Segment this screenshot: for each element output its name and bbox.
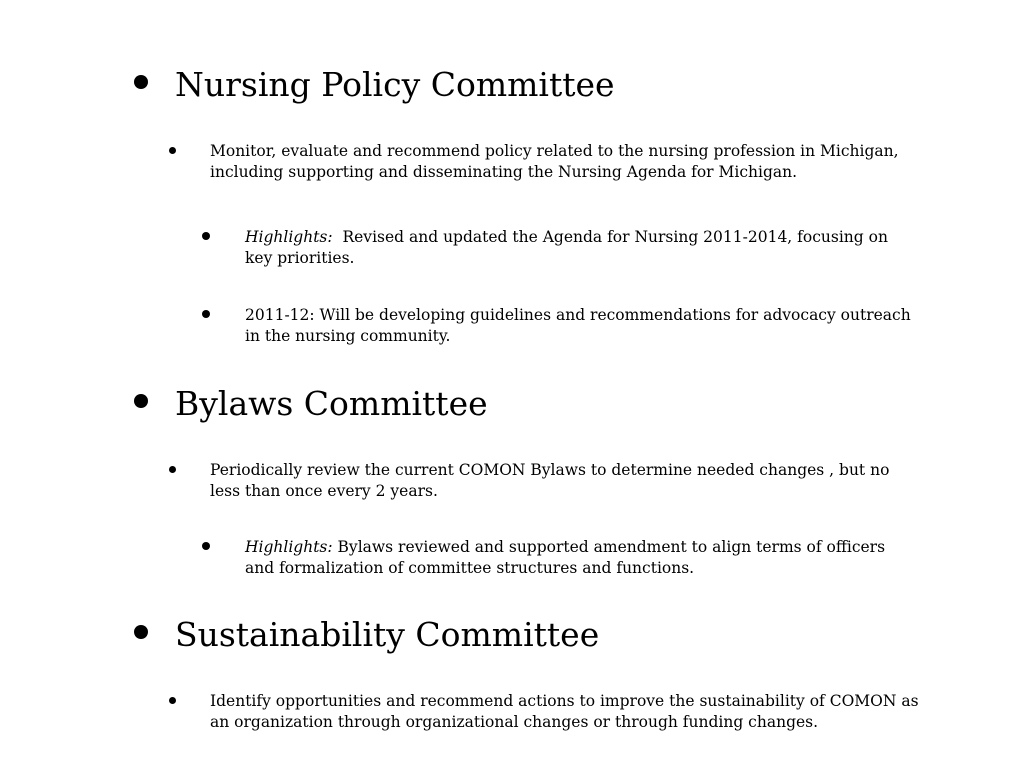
highlight-label: Highlights:	[245, 538, 333, 556]
bullet-icon	[134, 75, 148, 89]
bullet-icon	[169, 147, 176, 154]
plan-text: 2011-12: Will be developing guidelines and recommendations for advocacy outreach in the nursing community.	[245, 306, 911, 345]
bullet-icon	[202, 232, 210, 240]
bullet-icon	[134, 394, 148, 408]
section-description-sustainability	[210, 691, 920, 733]
bullet-icon	[134, 625, 148, 639]
section-description-nursing-policy	[210, 141, 900, 183]
section-heading-bylaws	[175, 385, 488, 423]
bullet-icon	[169, 466, 176, 473]
heading-text: Nursing Policy Committee	[175, 65, 615, 104]
highlight-item	[245, 227, 915, 269]
description-text: Identify opportunities and recommend actions to improve the sustainability of COMON as an organization through organizational changes or through funding changes.	[210, 692, 919, 731]
plan-item	[245, 305, 915, 347]
bullet-icon	[202, 542, 210, 550]
bullet-icon	[202, 310, 210, 318]
section-heading-sustainability	[175, 616, 599, 654]
highlight-item	[245, 537, 915, 579]
highlight-text: Revised and updated the Agenda for Nursing 2011-2014, focusing on key priorities.	[245, 228, 888, 267]
description-text: Periodically review the current COMON Bylaws to determine needed changes , but no less than once every 2 years.	[210, 461, 890, 500]
section-heading-nursing-policy	[175, 66, 615, 104]
heading-text: Bylaws Committee	[175, 384, 488, 423]
bullet-icon	[169, 697, 176, 704]
highlight-label: Highlights:	[245, 228, 333, 246]
heading-text: Sustainability Committee	[175, 615, 600, 654]
section-description-bylaws	[210, 460, 900, 502]
highlight-text: Bylaws reviewed and supported amendment to align terms of officers and formalization of committee structures and functions.	[245, 538, 886, 577]
description-text: Monitor, evaluate and recommend policy related to the nursing profession in Michigan, including supporting and disseminating the Nursing Agenda for Michigan.	[210, 142, 899, 181]
